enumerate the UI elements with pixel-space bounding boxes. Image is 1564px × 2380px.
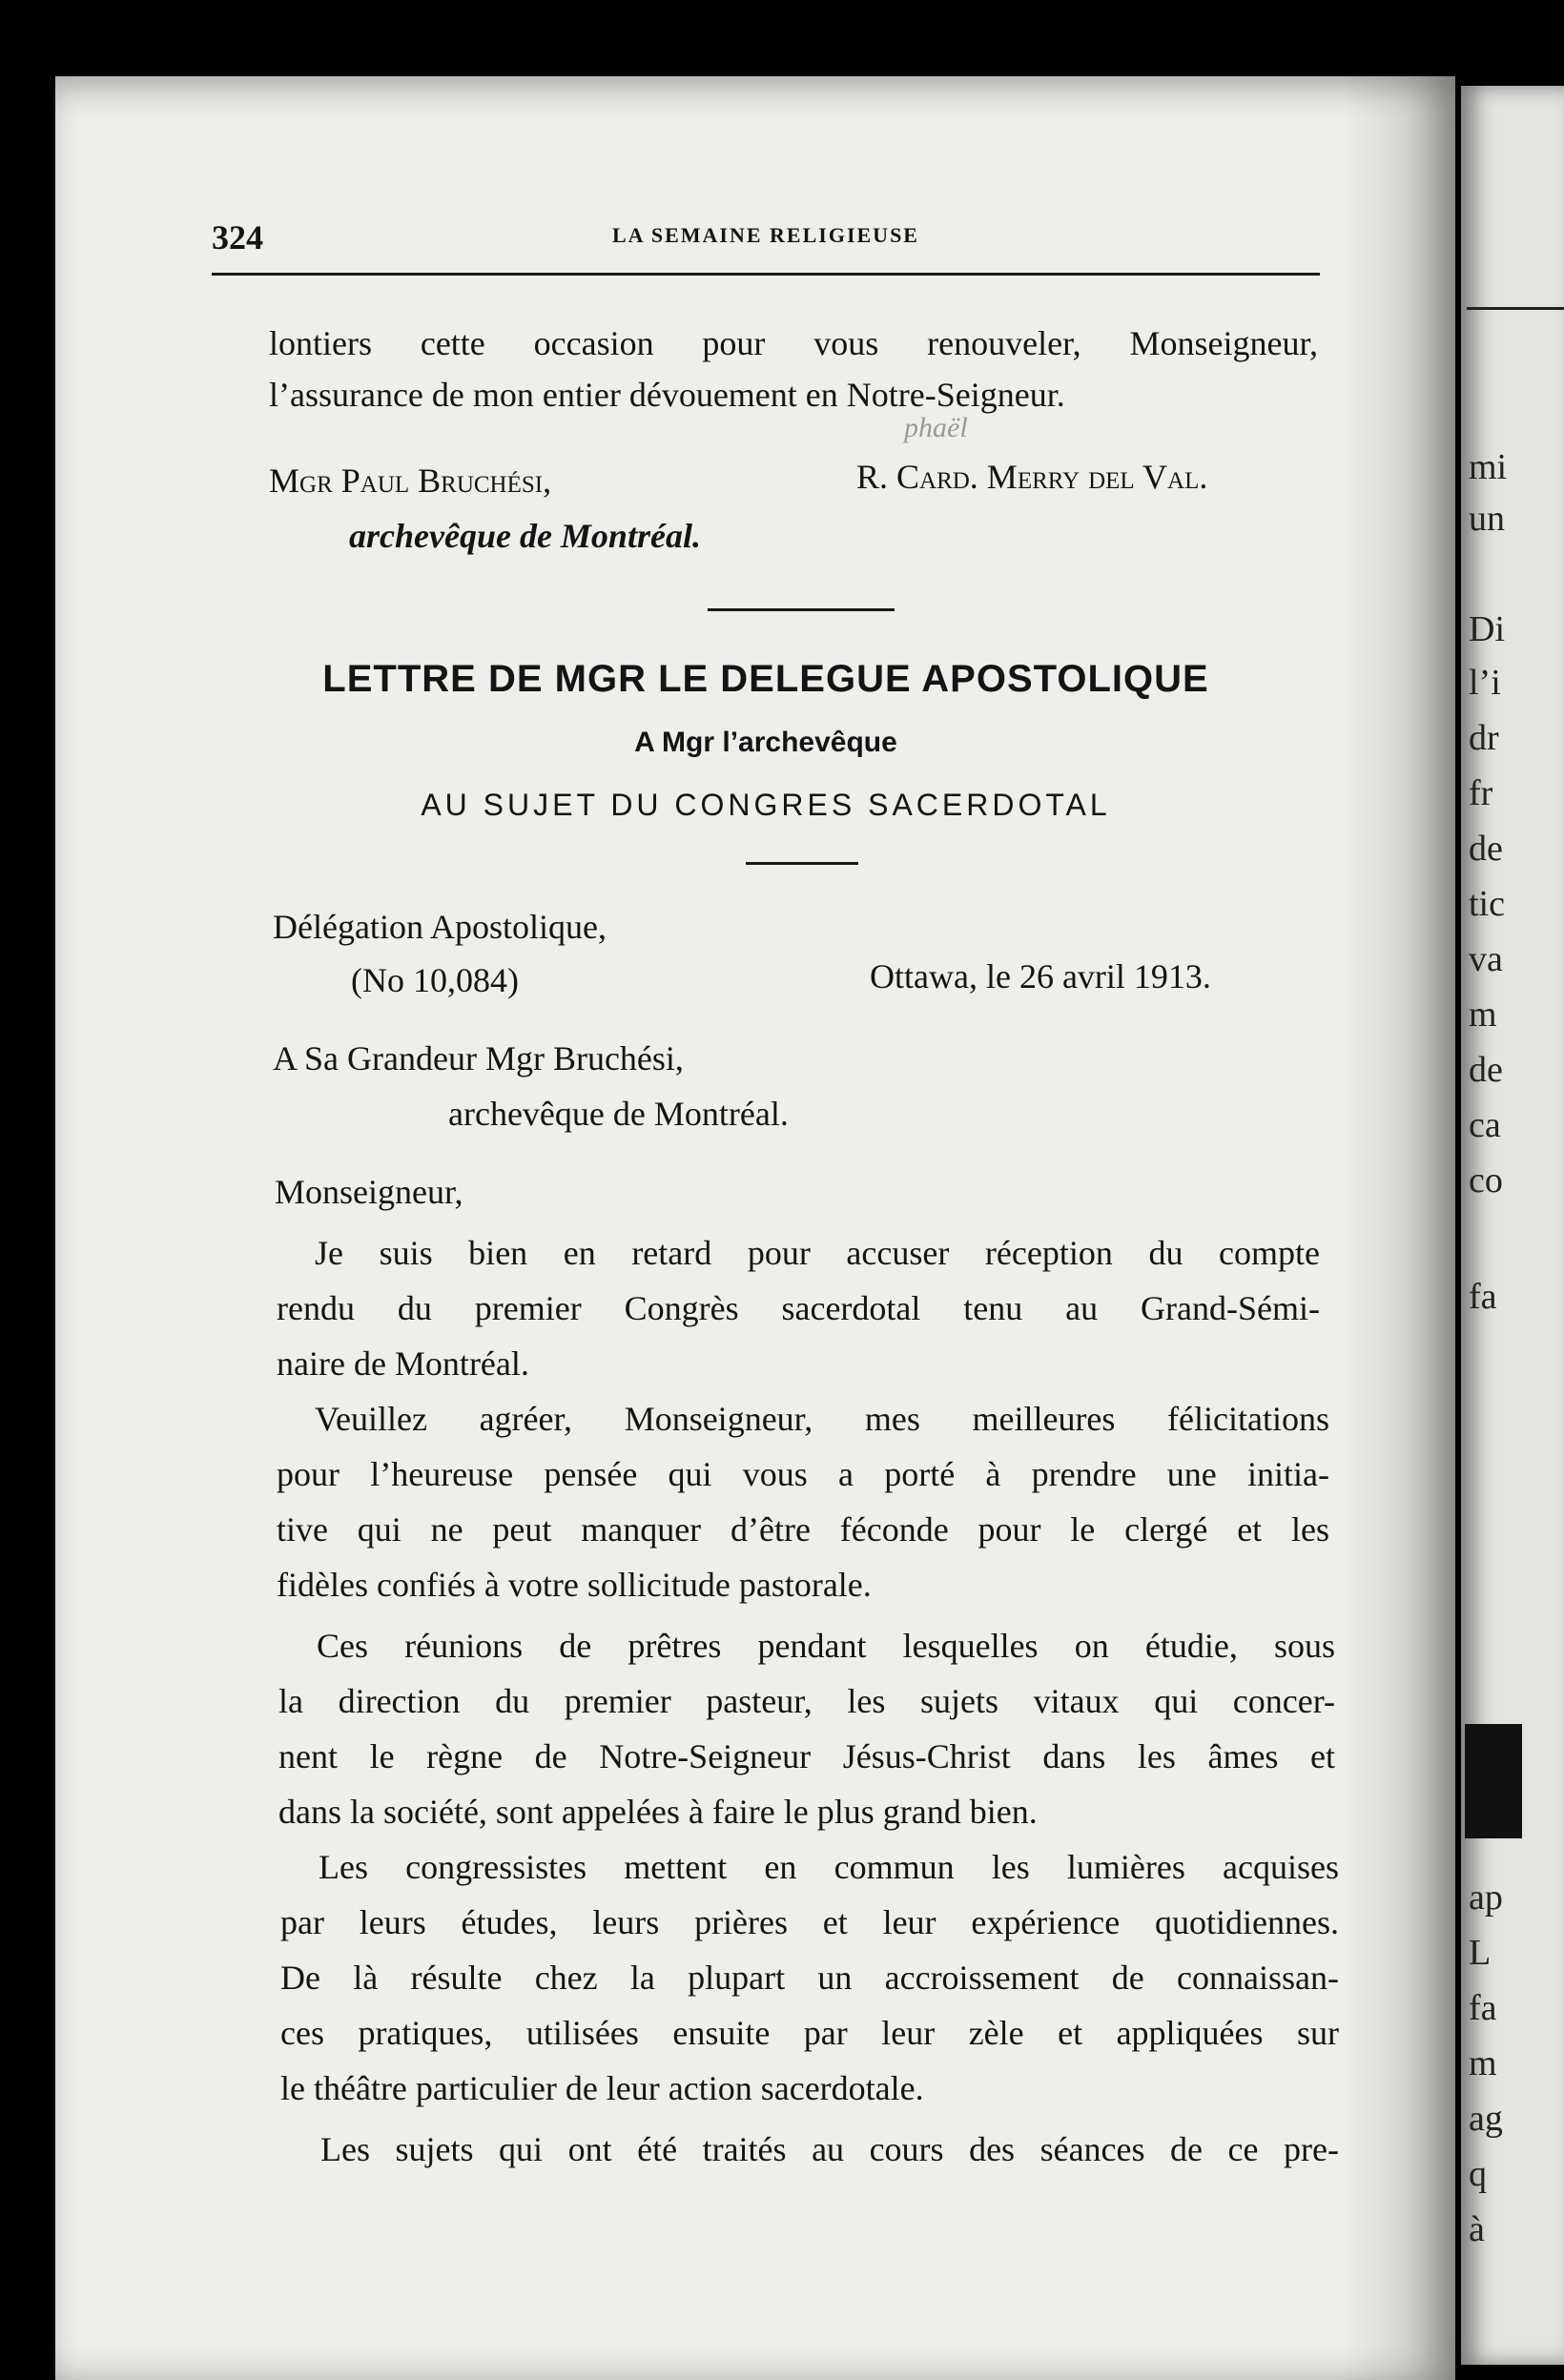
adjacent-page-fragment: fa: [1469, 1988, 1497, 2028]
paragraph-line: pour l’heureuse pensée qui vous a porté à prendre une initia-: [277, 1455, 1329, 1493]
adjacent-page-fragment: va: [1469, 939, 1503, 979]
intro-line: lontiers cette occasion pour vous renouveler, Monseigneur,: [269, 324, 1318, 362]
paragraph-line: dans la société, sont appelées à faire le plus grand bien.: [278, 1793, 1038, 1831]
adjacent-page-fragment: q: [1469, 2154, 1487, 2194]
adjacent-page-fragment: ca: [1469, 1105, 1501, 1145]
adjacent-page-fragment: fr: [1469, 773, 1493, 813]
paragraph-line: ces pratiques, utilisées ensuite par leur zèle et appliquées sur: [280, 2014, 1339, 2052]
adjacent-page-ornament: [1465, 1724, 1522, 1838]
running-header: [212, 217, 1320, 256]
adjacent-page-fragment: Di: [1469, 609, 1505, 649]
paragraph-line: Je suis bien en retard pour accuser réception du compte: [315, 1234, 1320, 1272]
adjacent-page-edge: [1461, 86, 1564, 2365]
title-separator: [746, 862, 858, 865]
adjacent-page-fragment: de: [1469, 1050, 1503, 1090]
recipient-name: Mgr Paul Bruchési,: [269, 462, 552, 500]
paragraph-line: Veuillez agréer, Monseigneur, mes meilleures félicitations: [315, 1400, 1329, 1438]
paragraph-line: nent le règne de Notre-Seigneur Jésus-Christ dans les âmes et: [278, 1737, 1335, 1775]
paragraph-line: naire de Montréal.: [277, 1344, 529, 1383]
adjacent-page-fragment: de: [1469, 829, 1503, 869]
paragraph-line: par leurs études, leurs prières et leur expérience quotidiennes.: [280, 1903, 1339, 1941]
paragraph-line: rendu du premier Congrès sacerdotal tenu au Grand-Sémi-: [277, 1289, 1320, 1327]
addressee: A Sa Grandeur Mgr Bruchési,: [273, 1039, 684, 1077]
adjacent-page-fragment: un: [1469, 499, 1505, 539]
adjacent-page-fragment: L: [1469, 1933, 1492, 1973]
adjacent-page-fragment: fa: [1469, 1277, 1497, 1317]
paragraph-line: le théâtre particulier de leur action sacerdotale.: [280, 2069, 924, 2107]
reference-number: (No 10,084): [351, 961, 519, 999]
header-rule: [212, 273, 1320, 276]
letter-subtitle: A Mgr l’archevêque: [634, 727, 897, 758]
intro-line: l’assurance de mon entier dévouement en Notre-Seigneur.: [269, 376, 1065, 414]
running-title: LA SEMAINE RELIGIEUSE: [612, 223, 919, 247]
place-date: Ottawa, le 26 avril 1913.: [870, 957, 1211, 995]
paragraph-line: Les sujets qui ont été traités au cours des séances de ce pre-: [320, 2130, 1339, 2168]
adjacent-page-fragment: l’i: [1469, 663, 1501, 703]
adjacent-page-fragment: ap: [1469, 1877, 1503, 1918]
adjacent-page-fragment: co: [1469, 1160, 1503, 1200]
paragraph-line: fidèles confiés à votre sollicitude pastorale.: [277, 1566, 872, 1604]
adjacent-page-fragment: dr: [1469, 718, 1499, 758]
paragraph-line: Les congressistes mettent en commun les lumières acquises: [319, 1848, 1339, 1886]
delegation-office: Délégation Apostolique,: [273, 908, 607, 946]
adjacent-page-rule: [1467, 307, 1564, 310]
paragraph-line: De là résulte chez la plupart un accroissement de connaissan-: [280, 1959, 1339, 1997]
adjacent-page-fragment: mi: [1469, 447, 1508, 487]
adjacent-page-fragment: m: [1469, 995, 1497, 1035]
recipient-title: archevêque de Montréal.: [349, 517, 701, 555]
addressee-title: archevêque de Montréal.: [448, 1095, 789, 1133]
salutation: Monseigneur,: [275, 1173, 463, 1211]
section-separator: [708, 608, 895, 611]
adjacent-page-fragment: m: [1469, 2043, 1497, 2083]
handwritten-note: phaël: [904, 412, 968, 443]
paragraph-line: tive qui ne peut manquer d’être féconde pour le clergé et les: [277, 1510, 1329, 1549]
page-number: 324: [212, 218, 263, 256]
letter-title: LETTRE DE MGR LE DELEGUE APOSTOLIQUE: [322, 658, 1209, 700]
adjacent-page-fragment: à: [1469, 2209, 1485, 2249]
letter-subject: AU SUJET DU CONGRES SACERDOTAL: [421, 788, 1111, 822]
paragraph-line: Ces réunions de prêtres pendant lesquelles on étudie, sous: [317, 1627, 1335, 1665]
paragraph-line: la direction du premier pasteur, les sujets vitaux qui concer-: [278, 1682, 1335, 1720]
sender-signature: R. Card. Merry del Val.: [856, 458, 1208, 496]
adjacent-page-fragment: tic: [1469, 884, 1505, 924]
adjacent-page-fragment: ag: [1469, 2099, 1503, 2139]
